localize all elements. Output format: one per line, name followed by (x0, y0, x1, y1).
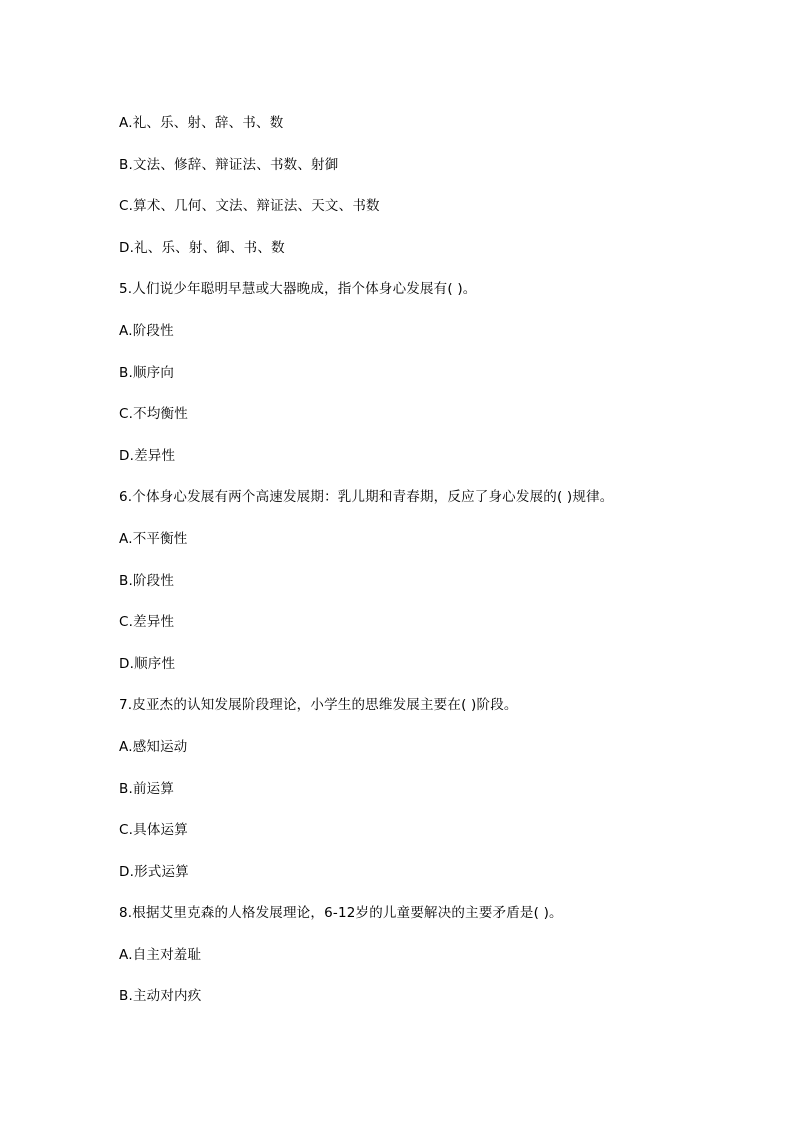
option-q7-b: B.前运算 (119, 780, 175, 797)
option-q7-a: A.感知运动 (119, 738, 188, 755)
option-q6-c: C.差异性 (119, 614, 175, 631)
option-q4-b: B.文法、修辞、辩证法、书数、射御 (119, 156, 339, 173)
option-q4-c: C.算术、几何、文法、辩证法、天文、书数 (119, 198, 380, 215)
option-q5-a: A.阶段性 (119, 322, 174, 339)
option-q6-b: B.阶段性 (119, 572, 175, 589)
option-q6-a: A.不平衡性 (119, 530, 188, 547)
option-q7-c: C.具体运算 (119, 822, 188, 839)
question-6-stem: 6.个体身心发展有两个高速发展期：乳儿期和青春期，反应了身心发展的( )规律。 (119, 489, 614, 506)
option-q4-a: A.礼、乐、射、辞、书、数 (119, 115, 284, 131)
option-q7-d: D.形式运算 (119, 863, 189, 880)
option-q5-b: B.顺序向 (119, 364, 175, 381)
option-q8-a: A.自主对羞耻 (119, 946, 202, 963)
option-q8-b: B.主动对内疚 (119, 988, 202, 1005)
option-q4-d: D.礼、乐、射、御、书、数 (119, 239, 285, 256)
question-7-stem: 7.皮亚杰的认知发展阶段理论，小学生的思维发展主要在( )阶段。 (119, 697, 518, 714)
option-q6-d: D.顺序性 (119, 655, 176, 672)
question-8-stem: 8.根据艾里克森的人格发展理论，6-12岁的儿童要解决的主要矛盾是( )。 (119, 905, 563, 922)
document-page (119, 113, 759, 1028)
question-5-stem: 5.人们说少年聪明早慧或大器晚成，指个体身心发展有( )。 (119, 281, 477, 298)
option-q5-c: C.不均衡性 (119, 406, 188, 423)
option-q5-d: D.差异性 (119, 447, 176, 464)
